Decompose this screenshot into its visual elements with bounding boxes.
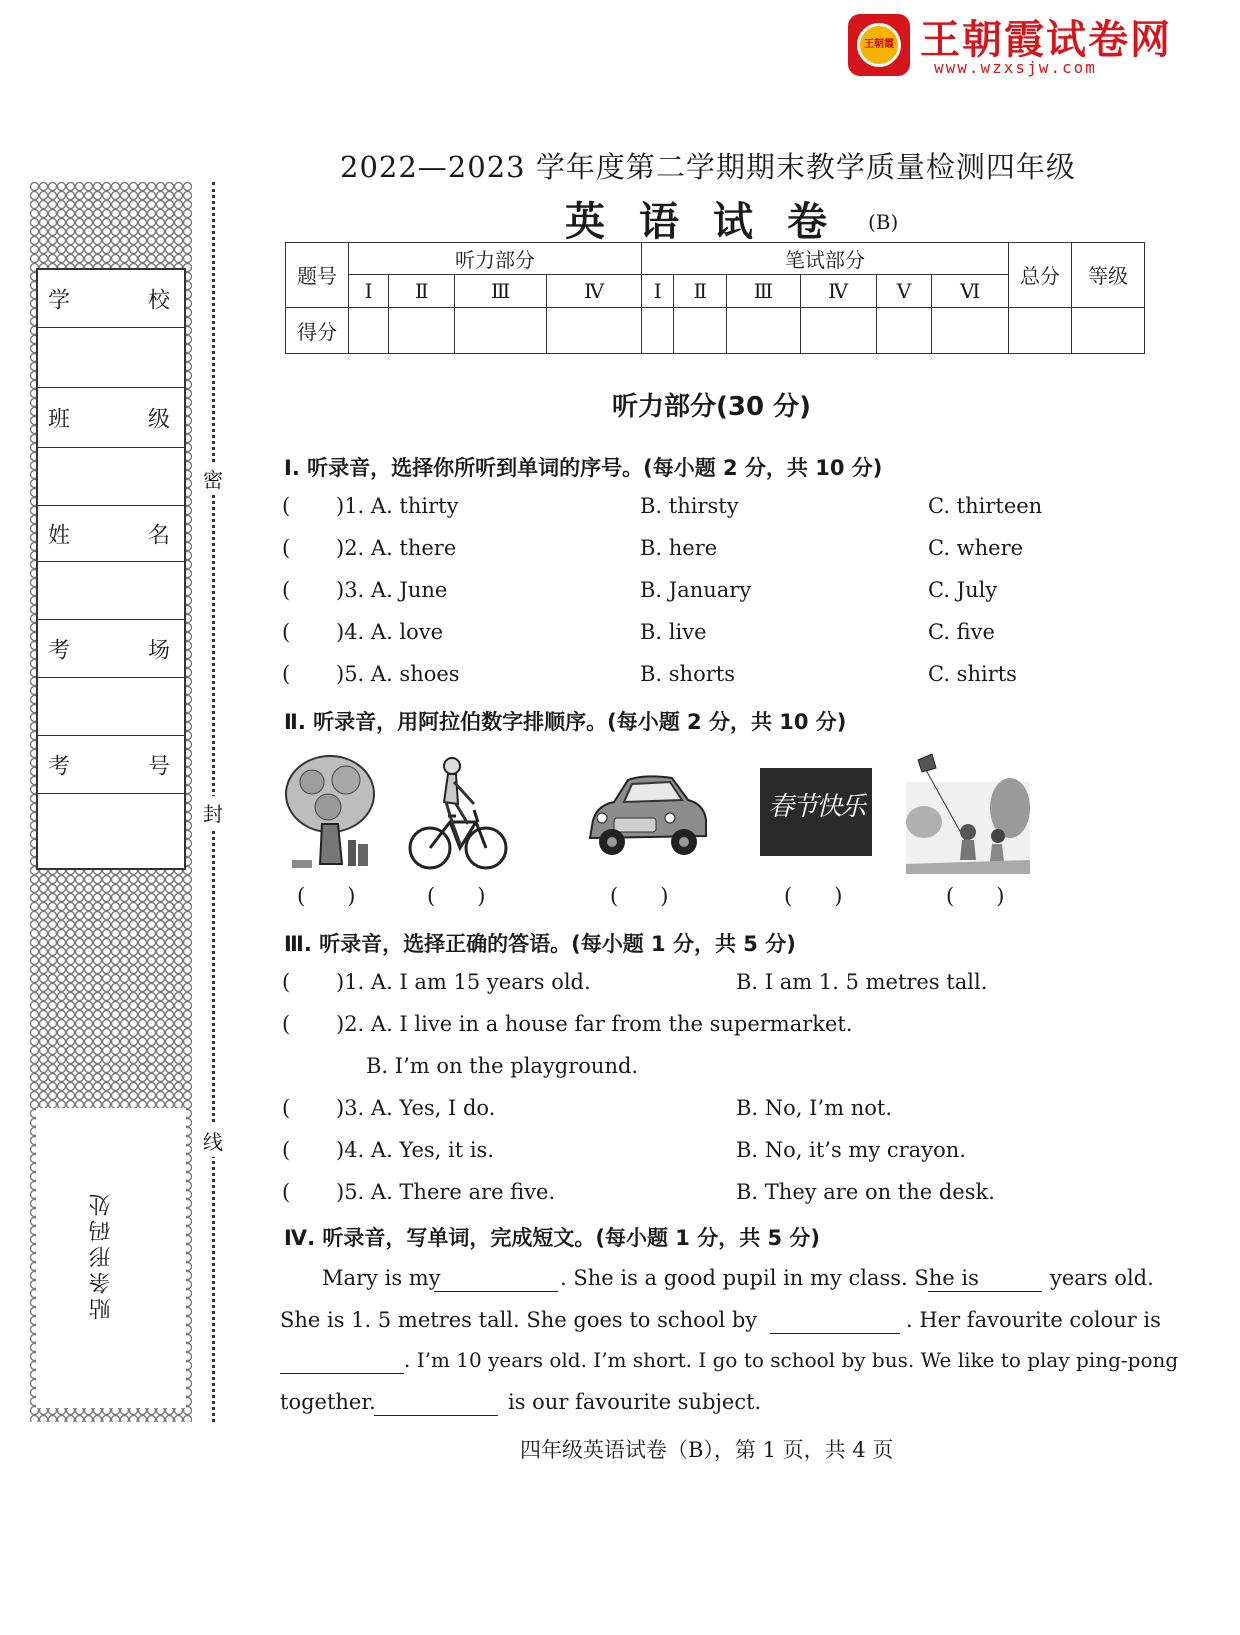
- q1-option-c: C. five: [928, 620, 995, 644]
- class-field[interactable]: [38, 448, 184, 506]
- bicycle-icon: [408, 752, 508, 874]
- q1-option-a: )4. A. love: [336, 620, 444, 644]
- seal-char-xian: 线: [203, 1124, 223, 1157]
- q1-option-c: C. July: [928, 578, 998, 602]
- paper-variant: (B): [868, 210, 899, 234]
- q3-option-a: )2. A. I live in a house far from the supermarket.: [336, 1012, 853, 1036]
- writing-col: Ⅲ: [727, 275, 800, 307]
- score-row-label: 得分: [286, 307, 349, 353]
- tree-icon: [284, 752, 380, 872]
- total-label: 总分: [1009, 243, 1072, 308]
- score-table: [285, 242, 1145, 354]
- passage-text: years old.: [1050, 1266, 1154, 1290]
- score-cell[interactable]: [349, 307, 389, 353]
- q1-option-a: )1. A. thirty: [336, 494, 459, 518]
- number-label-row: 考 号: [38, 736, 184, 794]
- answer-paren[interactable]: ( ): [610, 884, 669, 908]
- q1-option-c: C. shirts: [928, 662, 1017, 686]
- score-cell[interactable]: [642, 307, 674, 353]
- listening-part-label: 听力部分: [349, 243, 642, 275]
- q3-option-b: B. No, it’s my crayon.: [736, 1138, 966, 1162]
- answer-paren[interactable]: ( ): [427, 884, 486, 908]
- q3-option-a: )1. A. I am 15 years old.: [336, 970, 591, 994]
- listening-col: Ⅳ: [547, 275, 642, 307]
- listening-section-title: 听力部分(30 分): [612, 392, 811, 422]
- spring-festival-caption: 春节快乐: [767, 792, 864, 822]
- q1-heading: Ⅰ. 听录音，选择你所听到单词的序号。(每小题 2 分，共 10 分): [284, 456, 883, 480]
- q3-option-b: B. I’m on the playground.: [366, 1054, 639, 1078]
- score-cell[interactable]: [800, 307, 876, 353]
- passage-text: together.: [280, 1390, 376, 1414]
- writing-part-label: 笔试部分: [642, 243, 1009, 275]
- number-field[interactable]: [38, 794, 184, 868]
- school-label-row: 学 校: [38, 270, 184, 328]
- total-score-cell[interactable]: [1009, 307, 1072, 353]
- passage-text: . Her favourite colour is: [906, 1308, 1161, 1332]
- passage-text: . I’m 10 years old. I’m short. I go to school by bus. We like to play ping-pong: [404, 1348, 1179, 1372]
- answer-paren[interactable]: ( ): [946, 884, 1005, 908]
- name-label-row: 姓 名: [38, 506, 184, 562]
- car-icon: [584, 770, 710, 860]
- q1-option-b: B. live: [640, 620, 707, 644]
- exam-title: 2022—2023 学年度第二学期期末教学质量检测四年级: [340, 150, 1076, 184]
- score-cell[interactable]: [389, 307, 455, 353]
- score-cell[interactable]: [932, 307, 1009, 353]
- q3-option-a: )3. A. Yes, I do.: [336, 1096, 496, 1120]
- q3-option-a: )4. A. Yes, it is.: [336, 1138, 495, 1162]
- room-label-row: 考 场: [38, 620, 184, 678]
- q3-option-b: B. They are on the desk.: [736, 1180, 995, 1204]
- writing-col: Ⅰ: [642, 275, 674, 307]
- passage-text: . She is a good pupil in my class. She is: [560, 1266, 979, 1290]
- listening-col: Ⅲ: [455, 275, 547, 307]
- q1-option-b: B. shorts: [640, 662, 735, 686]
- listening-col: Ⅱ: [389, 275, 455, 307]
- q1-option-b: B. January: [640, 578, 752, 602]
- answer-paren[interactable]: ( ): [784, 884, 843, 908]
- blank-3[interactable]: [770, 1332, 900, 1334]
- q2-heading: Ⅱ. 听录音，用阿拉伯数字排顺序。(每小题 2 分，共 10 分): [284, 710, 847, 734]
- writing-col: Ⅱ: [674, 275, 727, 307]
- logo-url: www.wzxsjw.com: [934, 58, 1097, 77]
- score-cell[interactable]: [547, 307, 642, 353]
- grade-cell[interactable]: [1072, 307, 1145, 353]
- kite-children-icon: [906, 752, 1030, 874]
- logo-badge-icon: 王朝霞: [848, 14, 910, 76]
- seal-char-mi: 密: [203, 462, 223, 495]
- score-cell[interactable]: [876, 307, 932, 353]
- blank-1[interactable]: [434, 1290, 558, 1292]
- class-label-row: 班 级: [38, 388, 184, 448]
- q1-option-a: )3. A. June: [336, 578, 448, 602]
- logo-name: 王朝霞试卷网: [920, 17, 1172, 63]
- q1-option-a: )5. A. shoes: [336, 662, 460, 686]
- site-logo: [848, 14, 1172, 77]
- blank-4[interactable]: [280, 1372, 404, 1374]
- writing-col: Ⅵ: [932, 275, 1009, 307]
- student-info-box: [36, 268, 186, 870]
- subject-title: 英语试卷: [565, 199, 861, 245]
- grade-label: 等级: [1072, 243, 1145, 308]
- blank-5[interactable]: [374, 1414, 498, 1416]
- writing-col: Ⅴ: [876, 275, 932, 307]
- q1-option-c: C. where: [928, 536, 1024, 560]
- q1-option-a: )2. A. there: [336, 536, 457, 560]
- q3-option-a: )5. A. There are five.: [336, 1180, 556, 1204]
- q3-option-b: B. I am 1. 5 metres tall.: [736, 970, 988, 994]
- score-cell[interactable]: [727, 307, 800, 353]
- passage-text: is our favourite subject.: [508, 1390, 762, 1414]
- q1-option-b: B. here: [640, 536, 718, 560]
- seal-char-feng: 封: [203, 796, 223, 829]
- q3-heading: Ⅲ. 听录音，选择正确的答语。(每小题 1 分，共 5 分): [284, 932, 796, 956]
- q4-heading: Ⅳ. 听录音，写单词，完成短文。(每小题 1 分，共 5 分): [284, 1226, 821, 1250]
- q1-option-b: B. thirsty: [640, 494, 739, 518]
- school-field[interactable]: [38, 328, 184, 388]
- score-cell[interactable]: [455, 307, 547, 353]
- room-field[interactable]: [38, 678, 184, 736]
- passage-text: Mary is my: [322, 1266, 441, 1290]
- question-number-label: 题号: [286, 243, 349, 308]
- name-field[interactable]: [38, 562, 184, 620]
- q3-option-b: B. No, I’m not.: [736, 1096, 892, 1120]
- score-cell[interactable]: [674, 307, 727, 353]
- blank-2[interactable]: [928, 1290, 1042, 1292]
- answer-paren[interactable]: ( ): [297, 884, 356, 908]
- page-footer: 四年级英语试卷（B），第 1 页，共 4 页: [520, 1438, 894, 1462]
- barcode-label: 贴条形码处: [89, 1190, 114, 1320]
- passage-text: She is 1. 5 metres tall. She goes to school by: [280, 1308, 758, 1332]
- q1-option-c: C. thirteen: [928, 494, 1043, 518]
- writing-col: Ⅳ: [800, 275, 876, 307]
- listening-col: Ⅰ: [349, 275, 389, 307]
- spring-festival-icon: [760, 768, 872, 856]
